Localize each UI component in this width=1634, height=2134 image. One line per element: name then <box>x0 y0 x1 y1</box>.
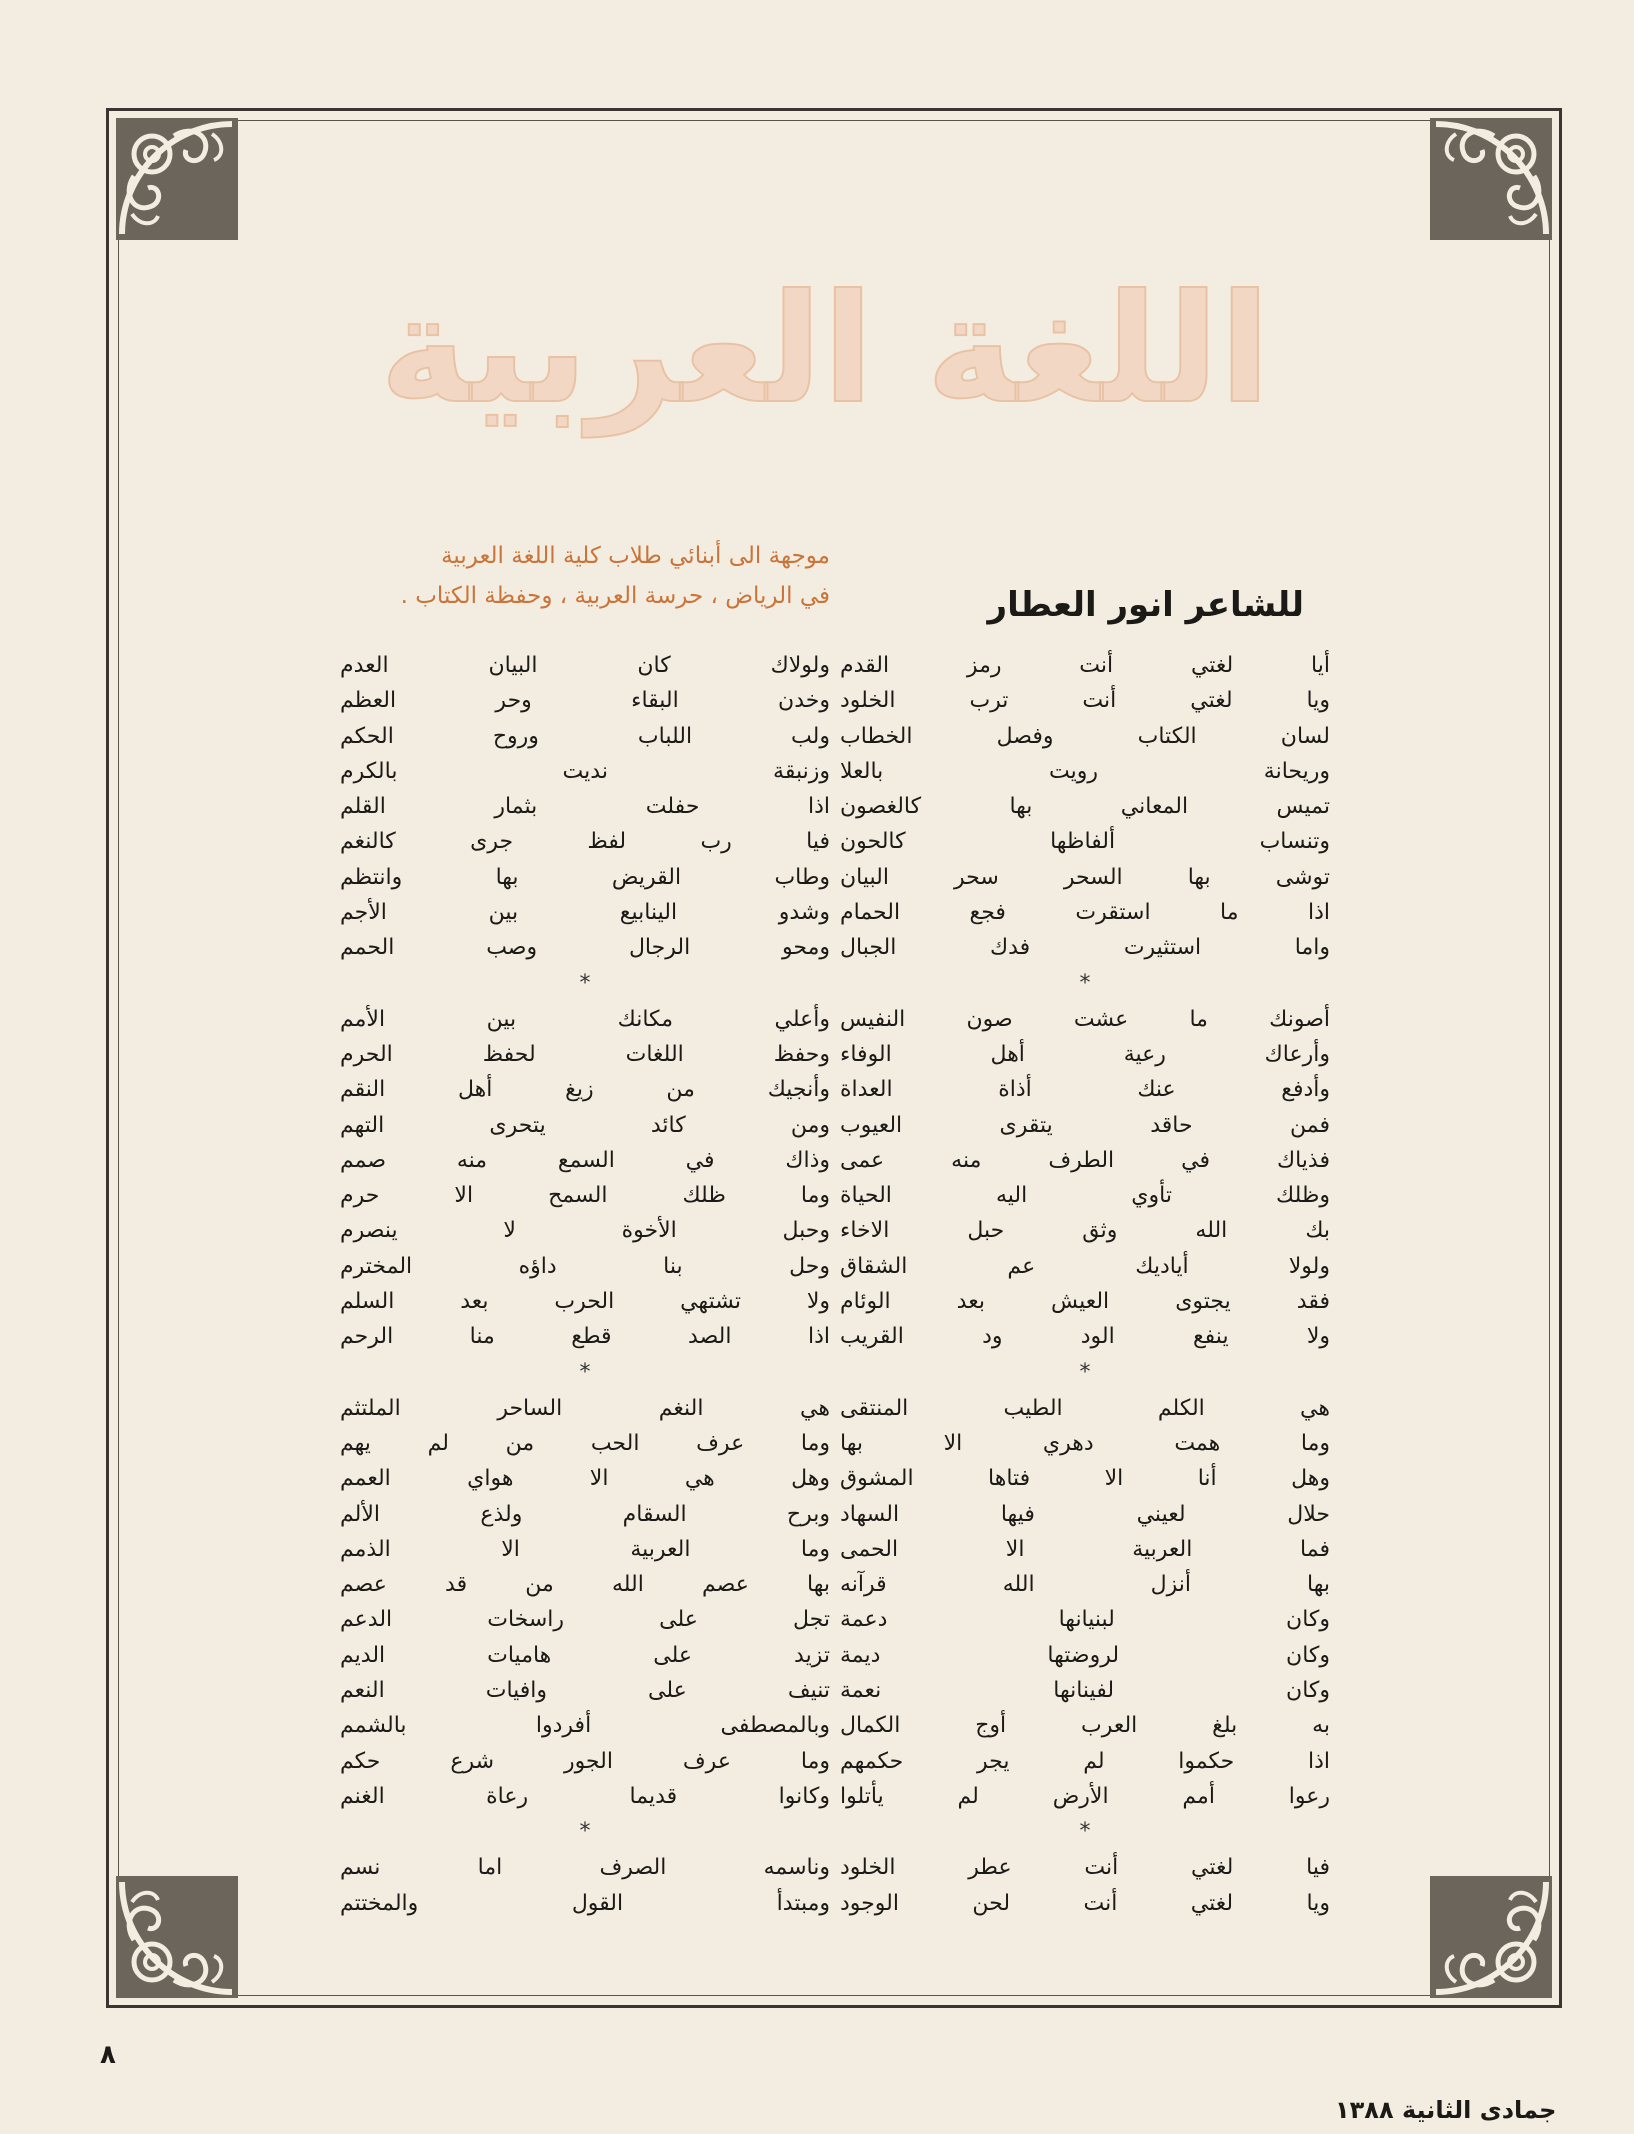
poem-line: وزنبقة نديت بالكرم <box>340 758 830 784</box>
corner-ornament <box>112 114 242 244</box>
poem-line: وأعلي مكانك بين الأمم <box>340 1006 830 1032</box>
poem-line: وطاب القريض بها وانتظم <box>340 864 830 890</box>
poem-line: ويا لغتي أنت ترب الخلود <box>840 688 1330 714</box>
poem-line: وخدن البقاء وحر العظم <box>340 688 830 714</box>
poem-line: وبرح السقام ولذع الألم <box>340 1501 830 1527</box>
poem-line: فذياك في الطرف منه عمى <box>840 1147 1330 1173</box>
poem-line: ولا ينفع الود ود القريب <box>840 1324 1330 1350</box>
page-title: اللغة العربية <box>379 263 1271 437</box>
poem-line: وأنجيك من زيغ أهل النقم <box>340 1077 830 1103</box>
poem-line: توشى بها السحر سحر البيان <box>840 864 1330 890</box>
poem-line: فما العربية الا الحمى <box>840 1536 1330 1562</box>
stanza-separator: * <box>579 1359 591 1385</box>
poem-line: ومحو الرجال وصب الحمم <box>340 935 830 961</box>
poem-column-right <box>840 648 1330 1921</box>
poem-line: فيا رب لفظ جرى كالنغم <box>340 829 830 855</box>
poem-line: فيا لغتي أنت عطر الخلود <box>840 1855 1330 1881</box>
poem-line: هي النغم الساحر الملتثم <box>340 1395 830 1421</box>
poem-line: ولا تشتهي الحرب بعد السلم <box>340 1289 830 1315</box>
poem-line: به بلغ العرب أوج الكمال <box>840 1713 1330 1739</box>
page-number: ٨ <box>100 2040 116 2070</box>
stanza-separator: * <box>579 970 591 996</box>
poem-line: واما استثيرت فدك الجبال <box>840 935 1330 961</box>
poem-line: وأرعاك رعية أهل الوفاء <box>840 1041 1330 1067</box>
dedication-line: موجهة الى أبنائي طلاب كلية اللغة العربية <box>441 543 830 569</box>
poem-line: وكان لروضتها ديمة <box>840 1642 1330 1668</box>
poem-line: اذا حفلت بثمار القلم <box>340 794 830 820</box>
corner-ornament <box>1426 114 1556 244</box>
poem-line: ويا لغتي أنت لحن الوجود <box>840 1890 1330 1916</box>
poem-line: وشدو الينابيع بين الأجم <box>340 900 830 926</box>
poem-line: وما عرف الجور شرع حكم <box>340 1748 830 1774</box>
poem-line: وحبل الأخوة لا ينصرم <box>340 1218 830 1244</box>
poem-line: وريحانة رويت بالعلا <box>840 758 1330 784</box>
poem-line: ولب اللباب وروح الحكم <box>340 723 830 749</box>
poem-line: حلال لعيني فيها السهاد <box>840 1501 1330 1527</box>
poem-line: وما العربية الا الذمم <box>340 1536 830 1562</box>
poem-line: تنيف على وافيات النعم <box>340 1678 830 1704</box>
poem-line: ولولاك كان البيان العدم <box>340 653 830 678</box>
poem-line: وما عرف الحب من لم يهم <box>340 1430 830 1456</box>
poem-line: فقد يجتوى العيش بعد الوئام <box>840 1289 1330 1315</box>
poem-line: تزيد على هاميات الديم <box>340 1642 830 1668</box>
poem-line: وحل بنا داؤه المخترم <box>340 1253 830 1279</box>
poem-line: هي الكلم الطيب المنتقى <box>840 1395 1330 1421</box>
poem-line: وناسمه الصرف اما نسم <box>340 1855 830 1881</box>
dedication-line: في الرياض ، حرسة العربية ، وحفظة الكتاب . <box>400 583 830 609</box>
poem-line: وتنساب ألفاظها كالحون <box>840 829 1330 855</box>
poem-line: وبالمصطفى أفردوا بالشمم <box>340 1713 830 1739</box>
poem-line: وكان لفينانها نعمة <box>840 1678 1330 1704</box>
poem-line: وما ظلك السمح الا حرم <box>340 1183 830 1209</box>
poem-line: وحفظ اللغات لحفظ الحرم <box>340 1041 830 1067</box>
poem-line: فمن حاقد يتقرى العيوب <box>840 1112 1330 1138</box>
issue-date: جمادى الثانية ١٣٨٨ <box>1335 2096 1557 2124</box>
poem-line: وما همت دهري الا بها <box>840 1430 1330 1456</box>
poem-line: بها أنزل الله قرآنه <box>840 1572 1330 1598</box>
poem-line: تجل على راسخات الدعم <box>340 1607 830 1633</box>
corner-ornament <box>112 1872 242 2002</box>
stanza-separator: * <box>579 1819 591 1845</box>
dedication <box>340 536 830 616</box>
poem-line: وذاك في السمع منه صمم <box>340 1147 830 1173</box>
poem-line: لسان الكتاب وفصل الخطاب <box>840 723 1330 749</box>
poet-name: للشاعر انور العطار <box>987 585 1304 625</box>
poem-line: تميس المعاني بها كالغصون <box>840 794 1330 820</box>
poem-line: ومبتدأ القول والمختتم <box>340 1890 830 1916</box>
corner-ornament <box>1426 1872 1556 2002</box>
poem-column-left <box>340 648 830 1921</box>
poem-line: وهل أنا الا فتاها المشوق <box>840 1466 1330 1492</box>
poem-line: وكانوا قديما رعاة الغنم <box>340 1783 830 1809</box>
poem-line: ولولا أياديك عم الشقاق <box>840 1253 1330 1279</box>
poem-line: أيا لغتي أنت رمز القدم <box>840 653 1330 678</box>
poem-line: وظلك تأوي اليه الحياة <box>840 1183 1330 1209</box>
poem-line: اذا الصد قطع منا الرحم <box>340 1324 830 1350</box>
stanza-separator: * <box>1079 970 1091 996</box>
poem-line: بك الله وثق حبل الاخاء <box>840 1218 1330 1244</box>
poem-line: اذا ما استقرت فجع الحمام <box>840 900 1330 926</box>
poem-line: وكان لبنيانها دعمة <box>840 1607 1330 1633</box>
poem-line: بها عصم الله من قد عصم <box>340 1572 830 1598</box>
poem-line: ومن كائد يتحرى التهم <box>340 1112 830 1138</box>
stanza-separator: * <box>1079 1359 1091 1385</box>
poem-line: اذا حكموا لم يجر حكمهم <box>840 1748 1330 1774</box>
poem-line: وهل هي الا هواي العمم <box>340 1466 830 1492</box>
poem-line: رعوا أمم الأرض لم يأتلوا <box>840 1783 1330 1809</box>
poem-line: وأدفع عنك أذاة العداة <box>840 1077 1330 1103</box>
poem-line: أصونك ما عشت صون النفيس <box>840 1006 1330 1032</box>
stanza-separator: * <box>1079 1819 1091 1845</box>
